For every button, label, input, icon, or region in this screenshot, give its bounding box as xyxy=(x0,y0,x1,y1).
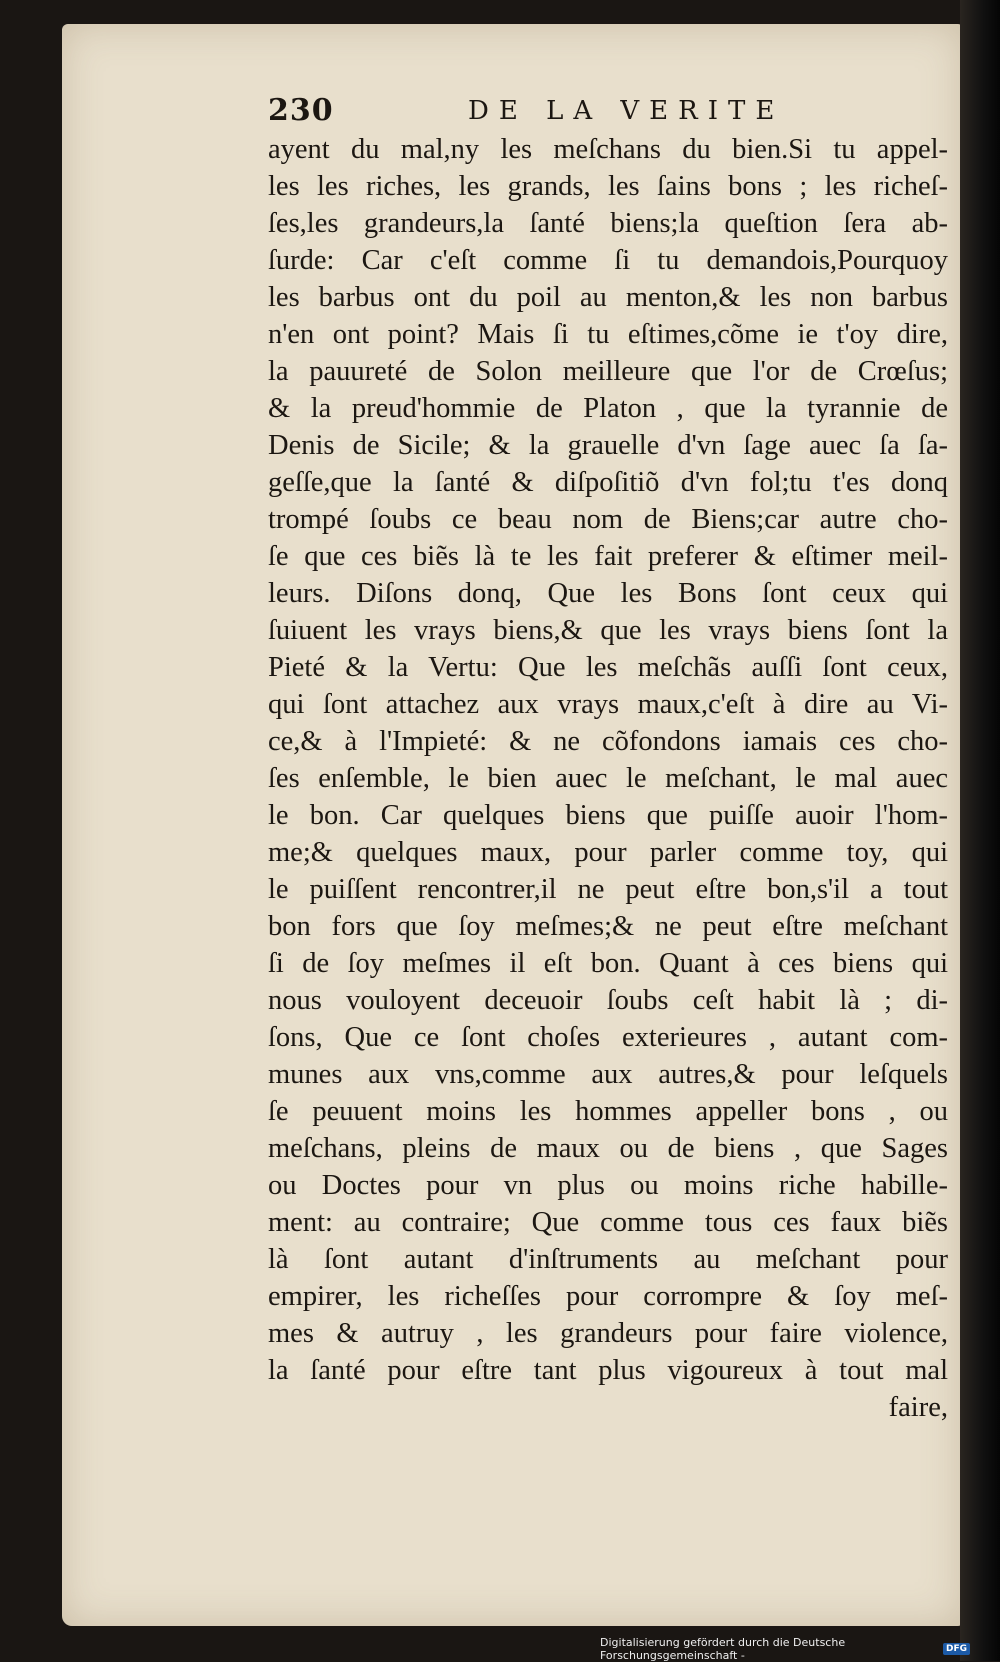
catchword: faire, xyxy=(888,1392,948,1423)
text-line: me;& quelques maux, pour parler comme toy, qui xyxy=(268,837,948,868)
text-line: le bon. Car quelques biens que puiſſe auoir l'hom- xyxy=(268,800,948,831)
text-line: ſes enſemble, le bien auec le meſchant, le mal auec xyxy=(268,763,948,794)
text-line: & la preud'hommie de Platon , que la tyrannie de xyxy=(268,393,948,424)
text-line: les les riches, les grands, les ſains bons ; les richeſ- xyxy=(268,171,948,202)
text-line: Pieté & la Vertu: Que les meſchãs auſſi ſont ceux, xyxy=(268,652,948,683)
text-line: la ſanté pour eſtre tant plus vigoureux à tout mal xyxy=(268,1355,948,1386)
body-text xyxy=(268,131,948,1426)
text-line: ſons, Que ce ſont choſes exterieures , autant com- xyxy=(268,1022,948,1053)
text-line: nous vouloyent deceuoir ſoubs ceſt habit là ; di- xyxy=(268,985,948,1016)
text-line: munes aux vns,comme aux autres,& pour leſquels xyxy=(268,1059,948,1090)
text-line: trompé ſoubs ce beau nom de Biens;car autre cho- xyxy=(268,504,948,535)
text-line: ment: au contraire; Que comme tous ces faux biẽs xyxy=(268,1207,948,1238)
text-line: là ſont autant d'inſtruments au meſchant pour xyxy=(268,1244,948,1275)
text-line: mes & autruy , les grandeurs pour faire violence, xyxy=(268,1318,948,1349)
text-line: ce,& à l'Impieté: & ne cõfondons iamais ces cho- xyxy=(268,726,948,757)
text-line: ſi de ſoy meſmes il eſt bon. Quant à ces biens qui xyxy=(268,948,948,979)
page-number: 230 xyxy=(268,93,334,128)
book-gutter xyxy=(960,0,1000,1661)
text-line: la pauureté de Solon meilleure que l'or de Crœſus; xyxy=(268,356,948,387)
dfg-logo: DFG xyxy=(943,1643,970,1655)
text-line: le puiſſent rencontrer,il ne peut eſtre bon,s'il a tout xyxy=(268,874,948,905)
text-line: empirer, les richeſſes pour corrompre & ſoy meſ- xyxy=(268,1281,948,1312)
text-line: bon fors que ſoy meſmes;& ne peut eſtre meſchant xyxy=(268,911,948,942)
text-line: meſchans, pleins de maux ou de biens , que Sages xyxy=(268,1133,948,1164)
page-header xyxy=(268,93,828,133)
text-line: ou Doctes pour vn plus ou moins riche habille- xyxy=(268,1170,948,1201)
text-line: qui ſont attachez aux vrays maux,c'eſt à dire au Vi- xyxy=(268,689,948,720)
text-line: ſuiuent les vrays biens,& que les vrays biens ſont la xyxy=(268,615,948,646)
running-head: DE LA VERITE xyxy=(468,96,785,126)
text-line: Denis de Sicile; & la grauelle d'vn ſage auec ſa ſa- xyxy=(268,430,948,461)
text-line: leurs. Diſons donq, Que les Bons ſont ceux qui xyxy=(268,578,948,609)
text-line: ſes,les grandeurs,la ſanté biens;la queſtion ſera ab- xyxy=(268,208,948,239)
text-line: ſe que ces biẽs là te les fait preferer & eſtimer meil- xyxy=(268,541,948,572)
text-line: ayent du mal,ny les meſchans du bien.Si tu appel- xyxy=(268,134,948,165)
text-line: geſſe,que la ſanté & diſpoſitiõ d'vn fol;tu t'es donq xyxy=(268,467,948,498)
text-line: n'en ont point? Mais ſi tu eſtimes,cõme ie t'oy dire, xyxy=(268,319,948,350)
text-line: ſe peuuent moins les hommes appeller bons , ou xyxy=(268,1096,948,1127)
digitization-footer xyxy=(600,1636,970,1662)
text-line: ſurde: Car c'eſt comme ſi tu demandois,Pourquoy xyxy=(268,245,948,276)
footer-credit: Digitalisierung gefördert durch die Deutsche Forschungsgemeinschaft - xyxy=(600,1636,846,1662)
text-line: les barbus ont du poil au menton,& les non barbus xyxy=(268,282,948,313)
